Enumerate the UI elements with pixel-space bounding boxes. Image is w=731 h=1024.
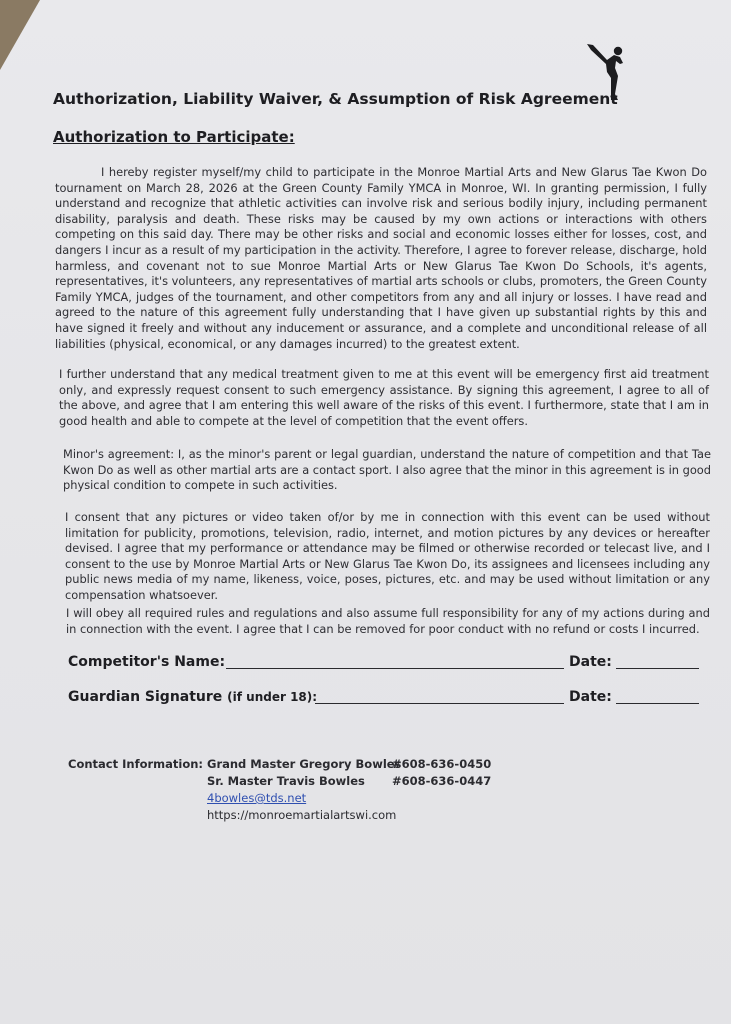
contact-phone-2: #608-636-0447 [392,774,492,788]
guardian-signature-label [68,689,317,705]
contact-person-1: Grand Master Gregory Bowles [207,757,402,771]
document-title: Authorization, Liability Waiver, & Assumption of Risk Agreement [53,90,618,108]
guardian-date-label: Date: [569,689,612,705]
table-corner [0,0,40,70]
section-heading: Authorization to Participate: [53,128,295,146]
waiver-paragraph-media: I consent that any pictures or video taken of/or by me in connection with this event can be used without limitation for publicity, promotions, television, radio, internet, and motion pictures by any devices or hereafter devised. I agree that my performance or attendance may be filmed or otherwise recorded or telecast live, and I consent to the use by Monroe Martial Arts or New Glarus Tae Kwon Do, its assignees and licensees including any public news media of my name, likeness, voice, poses, pictures, etc. and may be used without limitation or any compensation whatsoever. [65,510,710,602]
guardian-age-note: (if under 18): [227,690,318,704]
contact-email-link[interactable]: 4bowles@tds.net [207,791,307,805]
competitor-date-field[interactable] [616,668,699,669]
guardian-signature-field[interactable] [315,703,564,704]
contact-person-2: Sr. Master Travis Bowles [207,774,365,788]
waiver-paragraph-release: I hereby register myself/my child to participate in the Monroe Martial Arts and New Glarus Tae Kwon Do tournament on March 28, 2026 at the Green County Family YMCA in Monroe, WI. In granting permission, I fully understand and recognize that athletic activities can involve risk and serious bodily injury, including permanent disability, paralysis and death. These risks may be caused by my own actions or interactions with others competing on this said day. There may be other risks and social and economic losses either for losses, cost, and dangers I incur as a result of my participation in the activity. Therefore, I agree to forever release, discharge, hold harmless, and covenant not to sue Monroe Martial Arts or New Glarus Tae Kwon Do Schools, it's agents, representatives, it's volunteers, any representatives of martial arts schools or clubs, promoters, the Green County Family YMCA, judges of the tournament, and other competitors from any and all injury or losses. I have read and agreed to the nature of this agreement fully understanding that I have given up substantial rights by this and have signed it freely and without any inducement or assurance, and a complete and unconditional release of all liabilities (physical, economical, or any damages incurred) to the greatest extent. [55,165,707,351]
waiver-paragraph-minor: Minor's agreement: I, as the minor's parent or legal guardian, understand the nature of competition and that Tae Kwon Do as well as other martial arts are a contact sport. I also agree that the minor in this agreement is in good physical condition to compete in such activities. [63,447,711,493]
waiver-paragraph-medical: I further understand that any medical treatment given to me at this event will be emergency first aid treatment only, and expressly request consent to such emergency assistance. By signing this agreement, I agree to all of the above, and agree that I am entering this well aware of the risks of this event. I furthermore, state that I am in good health and able to compete at the level of competition that the event offers. [59,367,709,428]
waiver-paragraph-conduct: I will obey all required rules and regulations and also assume full responsibility for any of my actions during and in connection with the event. I agree that I can be removed for poor conduct with no refund or costs I incurred. [66,606,710,636]
competitor-name-field[interactable] [226,668,564,669]
contact-website: https://monroemartialartswi.com [207,808,397,822]
competitor-name-label: Competitor's Name: [68,654,226,670]
contact-info-label: Contact Information: [68,757,204,771]
guardian-date-field[interactable] [616,703,699,704]
competitor-date-label: Date: [569,654,612,670]
guardian-signature-label-text: Guardian Signature [68,689,223,705]
contact-phone-1: #608-636-0450 [392,757,492,771]
